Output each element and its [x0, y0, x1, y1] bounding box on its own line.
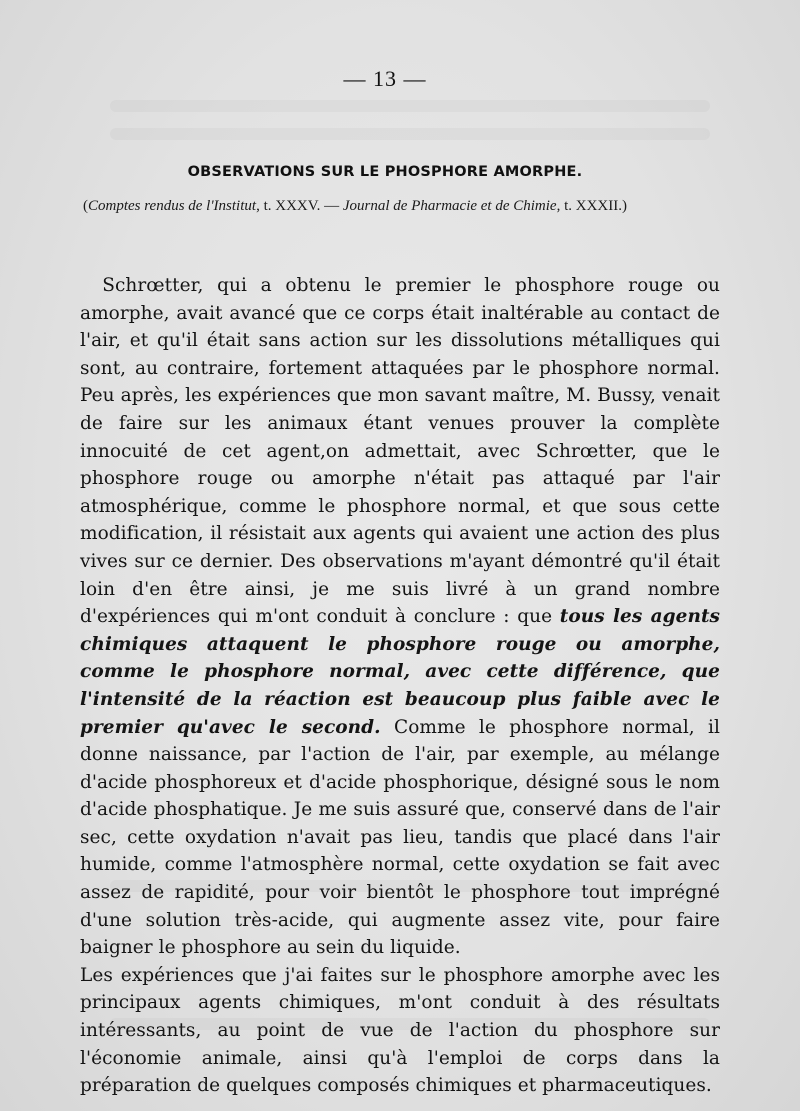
citation-open: ( [83, 198, 88, 214]
source-citation [83, 198, 723, 215]
paragraph-2 [80, 962, 720, 1100]
bleed-through-shadow [110, 128, 710, 140]
bleed-through-shadow [110, 100, 710, 112]
citation-volume-1: , t. XXXV. — [256, 198, 343, 214]
paragraph-2-text: Les expériences que j'ai faites sur le phosphore amorphe avec les principaux agents chimiques, m'ont conduit à des résultats intéressants, au point de vue de l'action du phosphore sur l'économie animale, ainsi qu'à l'emploi de corps dans la préparation de quelques composés chimiques et pharmaceutiques. [80, 964, 720, 1097]
paragraph-1 [80, 272, 720, 962]
citation-comptes-rendus: Comptes rendus de l'Institut [88, 198, 257, 214]
page-number: — 13 — [343, 66, 427, 91]
paragraph-1-tail: Comme le phosphore normal, il donne naissance, par l'action de l'air, par exemple, au mélange d'acide phosphoreux et d'acide phosphorique, désigné sous le nom d'acide phosphatique. Je me suis assuré que, conservé dans de l'air sec, cette oxydation n'avait pas lieu, tandis que placé dans l'air humide, comme l'atmosphère normal, cette oxydation se fait avec assez de rapidité, pour voir bientôt le phosphore tout imprégné d'une solution très-acide, qui augmente assez vite, pour faire baigner le phosphore au sein du liquide. [80, 716, 720, 959]
article-title: OBSERVATIONS SUR LE PHOSPHORE AMORPHE. [187, 164, 583, 180]
citation-volume-2: , t. XXXII.) [556, 198, 627, 214]
citation-journal: Journal de Pharmacie et de Chimie [342, 198, 557, 214]
paragraph-1-emphasis: tous les agents chimiques attaquent le phosphore rouge ou amorphe, comme le phosphore normal, avec cette différence, que l'intensité de la réaction est beaucoup plus faible avec le premier qu'avec le second. [80, 606, 720, 738]
paragraph-1-lead: Schrœtter, qui a obtenu le premier le phosphore rouge ou amorphe, avait avancé que ce corps était inaltérable au contact de l'air, et qu'il était sans action sur les dissolutions métalliques qui sont, au contraire, fortement attaquées par le phosphore normal. Peu après, les expériences que mon savant maître, M. Bussy, venait de faire sur les animaux étant venues prouver la complète innocuité de cet agent,on admettait, avec Schrœtter, que le phosphore rouge ou amorphe n'était pas attaqué par l'air atmosphérique, comme le phosphore normal, et que sous cette modification, il résistait aux agents qui avaient une action des plus vives sur ce dernier. Des observations m'ayant démontré qu'il était loin d'en être ainsi, je me suis livré à un grand nombre d'expériences qui m'ont conduit à conclure : que [80, 275, 720, 628]
article-body [80, 272, 720, 1100]
